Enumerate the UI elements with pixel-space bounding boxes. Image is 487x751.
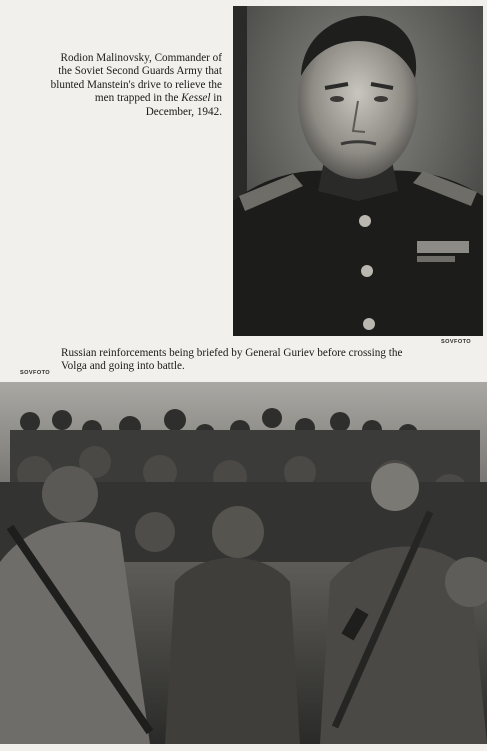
soldiers-briefing-photo xyxy=(0,382,487,744)
portrait-caption xyxy=(50,52,222,119)
portrait-caption-italic: Kessel xyxy=(181,92,211,105)
portrait-credit: SOVFOTO xyxy=(441,339,472,345)
portrait-caption-text: Rodion Malinovsky, Commander of the Soviet Second Guards Army that blunted Manstein's drive to relieve the men trapped in the xyxy=(50,52,222,105)
portrait-caption-end: in December, 1942. xyxy=(145,92,222,118)
photo-credit: SOVFOTO xyxy=(20,370,51,376)
malinovsky-portrait-photo xyxy=(233,6,483,336)
photo-caption: Russian reinforcements being briefed by General Guriev before crossing the Volga and going into battle. xyxy=(61,347,403,373)
